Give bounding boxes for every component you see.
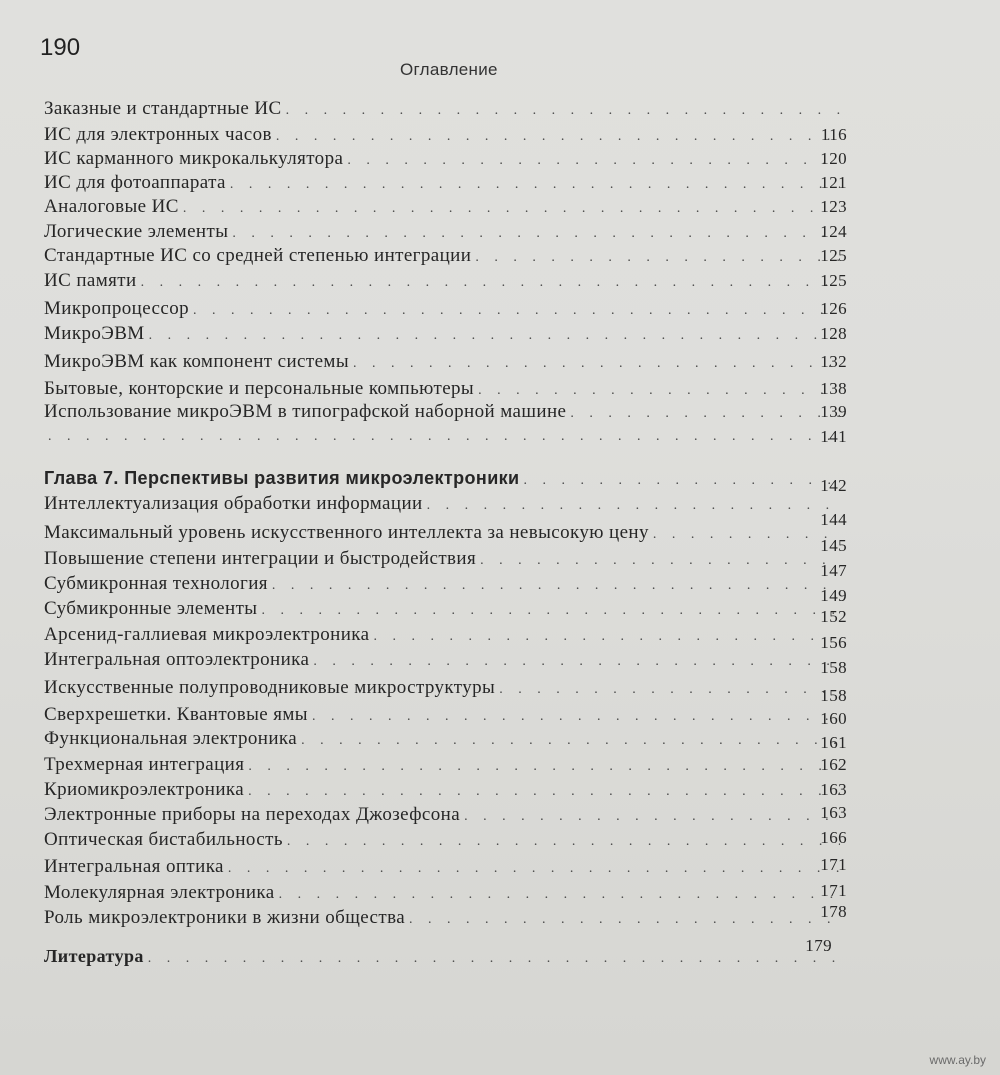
chapter-heading	[44, 466, 847, 495]
dot-leader	[248, 780, 840, 804]
toc-entry-page: 163	[820, 803, 847, 822]
toc-entry-title: Интеллектуализация обработки информации	[44, 493, 423, 514]
toc-entry-page: 158	[820, 686, 847, 705]
toc-entry-page: 139	[820, 402, 847, 421]
dot-leader	[286, 99, 840, 123]
toc-entry	[44, 778, 847, 802]
toc-entry-title: Заказные и стандартные ИС	[44, 98, 282, 119]
toc-entry	[44, 572, 847, 605]
toc-entry-page: 120	[820, 149, 847, 168]
toc-entry-page: 128	[820, 324, 847, 343]
dot-leader	[141, 271, 840, 295]
toc-entry	[44, 492, 847, 529]
toc-entry	[44, 97, 844, 121]
toc-entry-title: ИС для фотоаппарата	[44, 172, 226, 193]
toc-entry	[44, 220, 847, 244]
dot-leader	[347, 149, 840, 173]
toc-entry-title: Субмикронные элементы	[44, 598, 258, 619]
toc-entry-page: 166	[820, 828, 847, 847]
page-number: 190	[40, 34, 81, 61]
toc-entry-title: МикроЭВМ как компонент системы	[44, 351, 349, 372]
dot-leader	[248, 755, 840, 779]
toc-entry-title: Электронные приборы на переходах Джозефсона	[44, 804, 461, 825]
toc-entry-page: 149	[820, 586, 847, 605]
toc-entry-title: Использование микроЭВМ в типографской наборной машине	[44, 401, 567, 422]
toc-entry-title: Интегральная оптика	[44, 856, 224, 877]
toc-entry-title: Роль микроэлектроники в жизни общества	[44, 907, 406, 928]
literature-entry	[44, 936, 844, 968]
dot-leader	[570, 402, 840, 426]
toc-entry	[44, 648, 847, 677]
toc-entry-page: 156	[820, 633, 847, 652]
toc-entry-title: Функциональная электроника	[44, 728, 298, 749]
toc-entry-page: 158	[820, 658, 847, 677]
toc-entry	[44, 828, 847, 852]
toc-entry-page: 138	[820, 379, 847, 398]
dot-leader	[272, 574, 840, 598]
toc-entry-page: 125	[820, 271, 847, 290]
dot-leader	[524, 469, 840, 493]
toc-entry	[44, 881, 847, 905]
toc-entry	[44, 147, 847, 171]
dot-leader	[353, 352, 840, 376]
toc-entry-page: 141	[820, 427, 847, 446]
toc-entry-page: 124	[820, 222, 847, 241]
toc-entry	[44, 350, 847, 374]
toc-entry-title: Молекулярная электроника	[44, 882, 275, 903]
chapter-title: Глава 7. Перспективы развития микроэлектроники	[44, 468, 520, 488]
literature-title: Литература	[44, 946, 144, 966]
toc-entry-page: 126	[820, 299, 847, 318]
dot-leader	[148, 947, 840, 971]
toc-entry-page: 171	[820, 881, 847, 900]
toc-entry	[44, 400, 847, 424]
toc-entry-title: Сверхрешетки. Квантовые ямы	[44, 704, 308, 725]
toc-entry-title: ИС карманного микрокалькулятора	[44, 148, 344, 169]
dot-leader	[232, 222, 840, 246]
dot-leader	[464, 805, 840, 829]
toc-entry-page: 116	[820, 125, 847, 144]
chapter-page: 142	[820, 476, 847, 495]
toc-entry-title: Оптическая бистабильность	[44, 829, 283, 850]
toc-entry-title: Криомикроэлектроника	[44, 779, 245, 800]
toc-entry-page: 162	[820, 755, 847, 774]
dot-leader	[287, 830, 840, 854]
literature-page: 179	[805, 936, 832, 955]
toc-entry	[44, 425, 847, 449]
toc-entry-page: 123	[820, 197, 847, 216]
toc-entry-title: Повышение степени интеграции и быстродействия	[44, 548, 477, 569]
toc-entry-title: Трехмерная интеграция	[44, 754, 245, 775]
dot-leader	[480, 549, 840, 573]
toc-entry-page: 163	[820, 780, 847, 799]
dot-leader	[653, 523, 840, 547]
toc-entry	[44, 322, 847, 346]
toc-entry	[44, 597, 847, 626]
dot-leader	[499, 678, 840, 702]
toc-entry-title: Интегральная оптоэлектроника	[44, 649, 310, 670]
toc-entry	[44, 753, 847, 777]
toc-entry	[44, 297, 847, 321]
toc-entry-title: ИС для электронных часов	[44, 124, 272, 145]
dot-leader	[373, 625, 840, 649]
toc-entry-title: Бытовые, конторские и персональные компьютеры	[44, 378, 475, 399]
toc-entry	[44, 123, 847, 147]
toc-entry-page: 160	[820, 709, 847, 728]
toc-entry-title: ИС памяти	[44, 270, 137, 291]
toc-entry-page: 144	[820, 510, 847, 529]
toc-entry-title: Микропроцессор	[44, 298, 190, 319]
dot-leader	[475, 246, 840, 270]
dot-leader	[183, 197, 840, 221]
page-header: Оглавление	[400, 60, 498, 79]
toc-entry	[44, 547, 847, 580]
dot-leader	[409, 908, 840, 932]
dot-leader	[149, 324, 840, 348]
dot-leader	[301, 729, 840, 753]
dot-leader	[313, 650, 840, 674]
toc-entry	[44, 703, 847, 728]
dot-leader	[276, 125, 840, 149]
watermark: www.ay.by	[929, 1053, 986, 1067]
toc-entry-page: 161	[820, 733, 847, 752]
toc-entry	[44, 195, 847, 219]
toc-entry	[44, 269, 847, 293]
toc-entry	[44, 676, 847, 705]
toc-entry-title: Стандартные ИС со средней степенью интеграции	[44, 245, 472, 266]
toc-entry	[44, 803, 847, 827]
toc-entry	[44, 902, 847, 930]
toc-entry-title: МикроЭВМ	[44, 323, 145, 344]
toc-entry-page: 145	[820, 536, 847, 555]
dot-leader	[228, 857, 840, 881]
toc-entry-page: 178	[820, 902, 847, 921]
toc-entry-title: Аналоговые ИС	[44, 196, 179, 217]
toc-entry	[44, 623, 847, 652]
toc-entry-page: 171	[820, 855, 847, 874]
toc-entry	[44, 855, 847, 879]
toc-entry	[44, 244, 847, 268]
toc-entry-page: 121	[820, 173, 847, 192]
dot-leader	[312, 705, 840, 729]
toc-entry-title: Арсенид-галлиевая микроэлектроника	[44, 624, 370, 645]
toc-entry-page: 147	[820, 561, 847, 580]
toc-entry	[44, 171, 847, 195]
toc-entry-title: Максимальный уровень искусственного интеллекта за невысокую цену	[44, 522, 649, 543]
toc-entry-title: Субмикронная технология	[44, 573, 268, 594]
toc-entry-title: Искусственные полупроводниковые микроструктуры	[44, 677, 496, 698]
dot-leader	[261, 599, 840, 623]
dot-leader	[193, 299, 840, 323]
toc-entry	[44, 727, 847, 752]
toc-entry-title: Логические элементы	[44, 221, 229, 242]
toc-entry-page: 152	[820, 607, 847, 626]
toc-entry	[44, 521, 847, 555]
dot-leader	[427, 494, 840, 518]
toc-entry-page: 132	[820, 352, 847, 371]
dot-leader	[230, 173, 840, 197]
dot-leader	[48, 425, 840, 449]
dot-leader	[279, 883, 840, 907]
toc-entry-page: 125	[820, 246, 847, 265]
toc-entry	[44, 377, 847, 401]
